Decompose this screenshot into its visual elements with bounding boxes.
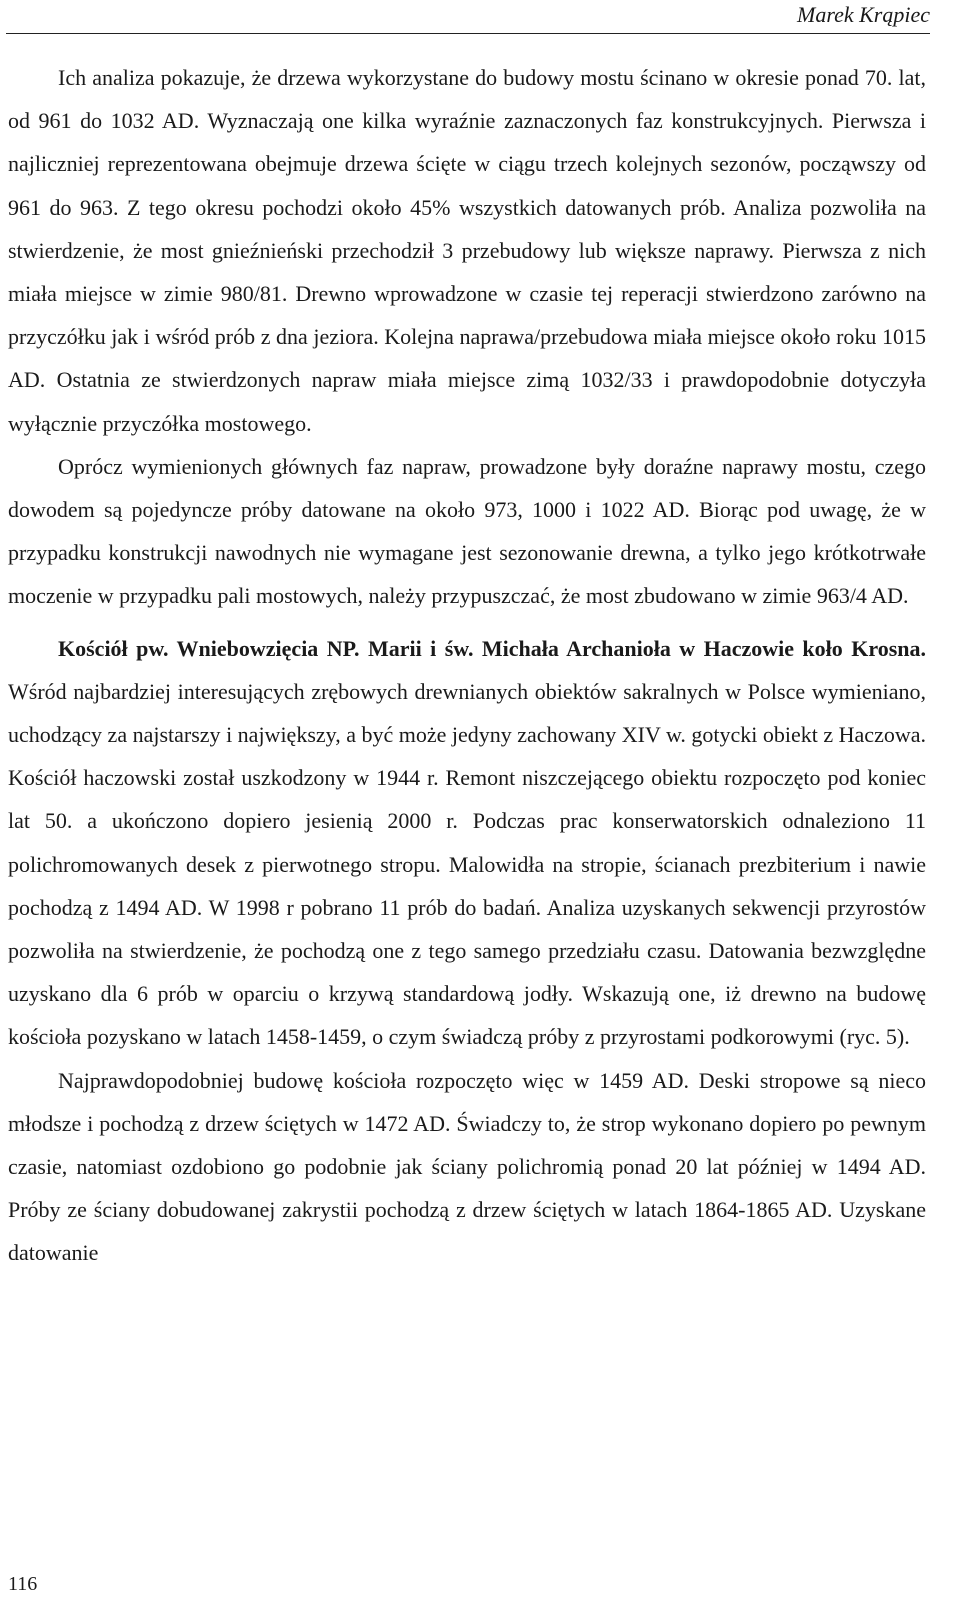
section-heading-haczow: Kościół pw. Wniebowzięcia NP. Marii i św. Michała Archanioła w Haczowie koło Krosna. xyxy=(58,635,926,661)
paragraph-repairs: Oprócz wymienionych głównych faz napraw, prowadzone były doraźne naprawy mostu, czego dowodem są pojedyncze próby datowane na około 973, 1000 i 1022 AD. Biorąc pod uwagę, że w przypadku konstrukcji nawodnych nie wymagane jest sezonowanie drewna, a tylko jego krótkotrwałe moczenie w przypadku pali mostowych, należy przypuszczać, że most zbudowano w zimie 963/4 AD. xyxy=(8,453,926,609)
body-text xyxy=(8,56,926,1275)
paragraph-haczow-body: Wśród najbardziej interesujących zrębowych drewnianych obiektów sakralnych w Polsce wymieniano, uchodzący za najstarszy i największy, a być może jedyny zachowany XIV w. gotycki obiekt z Haczowa. Kościół haczowski został uszkodzony w 1944 r. Remont niszczejącego obiektu rozpoczęto pod koniec lat 50. a ukończono dopiero jesienią 2000 r. Podczas prac konserwatorskich odnaleziono 11 polichromowanych desek z pierwotnego stropu. Malowidła na stropie, ścianach prezbiterium i nawie pochodzą z 1494 AD. W 1998 r pobrano 11 prób do badań. Analiza uzyskanych sekwencji przyrostów pozwoliła na stwierdzenie, że pochodzą one z tego samego przedziału czasu. Datowania bezwzględne uzyskano dla 6 prób w oparciu o krzywą standardową jodły. Wskazują one, iż drewno na budowę kościoła pozyskano w latach 1458-1459, o czym świadczą próby z przyrostami podkorowymi (ryc. 5). xyxy=(8,678,926,1050)
paragraph-haczow-church xyxy=(8,627,926,1059)
page-number: 116 xyxy=(8,1573,38,1595)
header-rule xyxy=(6,33,930,34)
running-head-author: Marek Krąpiec xyxy=(797,2,930,27)
paragraph-construction-dating: Najprawdopodobniej budowę kościoła rozpoczęto więc w 1459 AD. Deski stropowe są nieco młodsze i pochodzą z drzew ściętych w 1472 AD. Świadczy to, że strop wykonano dopiero po pewnym czasie, natomiast ozdobiono go podobnie jak ściany polichromią ponad 20 lat później w 1494 AD. Próby ze ściany dobudowanej zakrystii pochodzą z drzew ściętych w latach 1864-1865 AD. Uzyskane datowanie xyxy=(8,1067,926,1266)
paragraph-bridge-analysis: Ich analiza pokazuje, że drzewa wykorzystane do budowy mostu ścinano w okresie ponad 70. lat, od 961 do 1032 AD. Wyznaczają one kilka wyraźnie zaznaczonych faz konstrukcyjnych. Pierwsza i najliczniej reprezentowana obejmuje drzewa ścięte w ciągu trzech kolejnych sezonów, począwszy od 961 do 963. Z tego okresu pochodzi około 45% wszystkich datowanych prób. Analiza pozwoliła na stwierdzenie, że most gnieźnieński przechodził 3 przebudowy lub większe naprawy. Pierwsza z nich miała miejsce w zimie 980/81. Drewno wprowadzone w czasie tej reperacji stwierdzono zarówno na przyczółku jak i wśród prób z dna jeziora. Kolejna naprawa/przebudowa miała miejsce około roku 1015 AD. Ostatnia ze stwierdzonych napraw miała miejsce zimą 1032/33 i prawdopodobnie dotyczyła wyłącznie przyczółka mostowego. xyxy=(8,65,926,436)
